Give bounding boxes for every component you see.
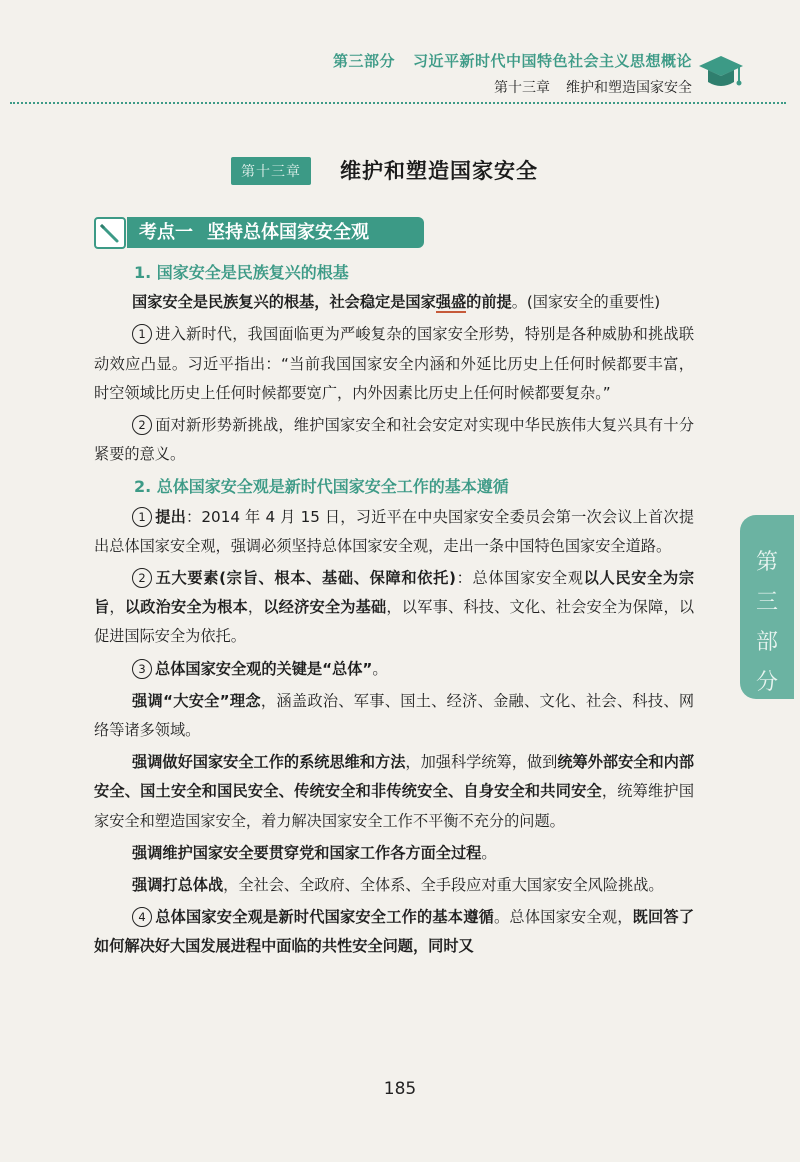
- pencil-icon: [94, 217, 126, 249]
- number-circle: 3: [132, 659, 152, 679]
- number-circle: 4: [132, 907, 152, 927]
- paragraph: 1 提出：2014 年 4 月 15 日，习近平在中央国家安全委员会第一次会议上首次提出总体国家安全观，强调必须坚持总体国家安全观，走出一条中国特色国家安全道路。: [94, 507, 695, 555]
- page-number: 185: [383, 1079, 417, 1099]
- number-circle: 2: [132, 415, 152, 435]
- page-body: [94, 258, 694, 965]
- number-circle: 1: [132, 324, 152, 344]
- header-dotted-rule: [10, 102, 786, 104]
- paragraph: 强调打总体战，全社会、全政府、全体系、全手段应对重大国家安全风险挑战。: [132, 876, 664, 895]
- paragraph: 强调做好国家安全工作的系统思维和方法，加强科学统筹，做到统筹外部安全和内部安全、国土安全和国民安全、传统安全和非传统安全、自身安全和共同安全，统筹维护国家安全和塑造国家安全，着力解决国家安全工作不平衡不充分的问题。: [94, 753, 695, 830]
- paragraph: 强调维护国家安全要贯穿党和国家工作各方面全过程。: [132, 843, 497, 862]
- section-heading-2: 2. 总体国家安全观是新时代国家安全工作的基本遵循: [134, 477, 509, 497]
- paragraph: 国家安全是民族复兴的根基，社会稳定是国家强盛的前提。(国家安全的重要性): [132, 293, 661, 312]
- paragraph: 4 总体国家安全观是新时代国家安全工作的基本遵循。总体国家安全观，既回答了如何解决好大国发展进程中面临的共性安全问题，同时又: [94, 908, 695, 956]
- graduation-cap-icon: [698, 52, 744, 96]
- number-circle: 2: [132, 568, 152, 588]
- side-tab-char: 第: [755, 550, 778, 575]
- paragraph: 3 总体国家安全观的关键是“总体”。: [94, 655, 694, 684]
- section-heading-1: 1. 国家安全是民族复兴的根基: [134, 263, 349, 282]
- paragraph: 2 面对新形势新挑战，维护国家安全和社会安定对实现中华民族伟大复兴具有十分紧要的意义。: [94, 416, 694, 464]
- side-tab-char: 分: [755, 670, 778, 695]
- chapter-title: 维护和塑造国家安全: [340, 158, 538, 183]
- number-circle: 1: [132, 507, 152, 527]
- chapter-tag: 第十三章: [231, 157, 311, 185]
- section-banner: 考点一 坚持总体国家安全观: [127, 217, 424, 248]
- running-header-part: 第三部分 习近平新时代中国特色社会主义思想概论: [332, 52, 692, 70]
- paragraph: 2 五大要素(宗旨、根本、基础、保障和依托)：总体国家安全观以人民安全为宗旨，以政治安全为根本，以经济安全为基础，以军事、科技、文化、社会安全为保障，以促进国际安全为依托。: [94, 569, 695, 646]
- part-side-tab: [740, 515, 794, 699]
- side-tab-char: 部: [755, 630, 778, 655]
- running-header-chapter: 第十三章 维护和塑造国家安全: [494, 80, 692, 96]
- paragraph: 1 进入新时代，我国面临更为严峻复杂的国家安全形势，特别是各种威胁和挑战联动效应凸显。习近平指出：“当前我国国家安全内涵和外延比历史上任何时候都要丰富，时空领域比历史上任何时候都要宽广，内外因素比历史上任何时候都要复杂。”: [94, 325, 694, 402]
- side-tab-char: 三: [755, 590, 778, 615]
- paragraph: 强调“大安全”理念，涵盖政治、军事、国土、经济、金融、文化、社会、科技、网络等诸多领域。: [94, 691, 695, 740]
